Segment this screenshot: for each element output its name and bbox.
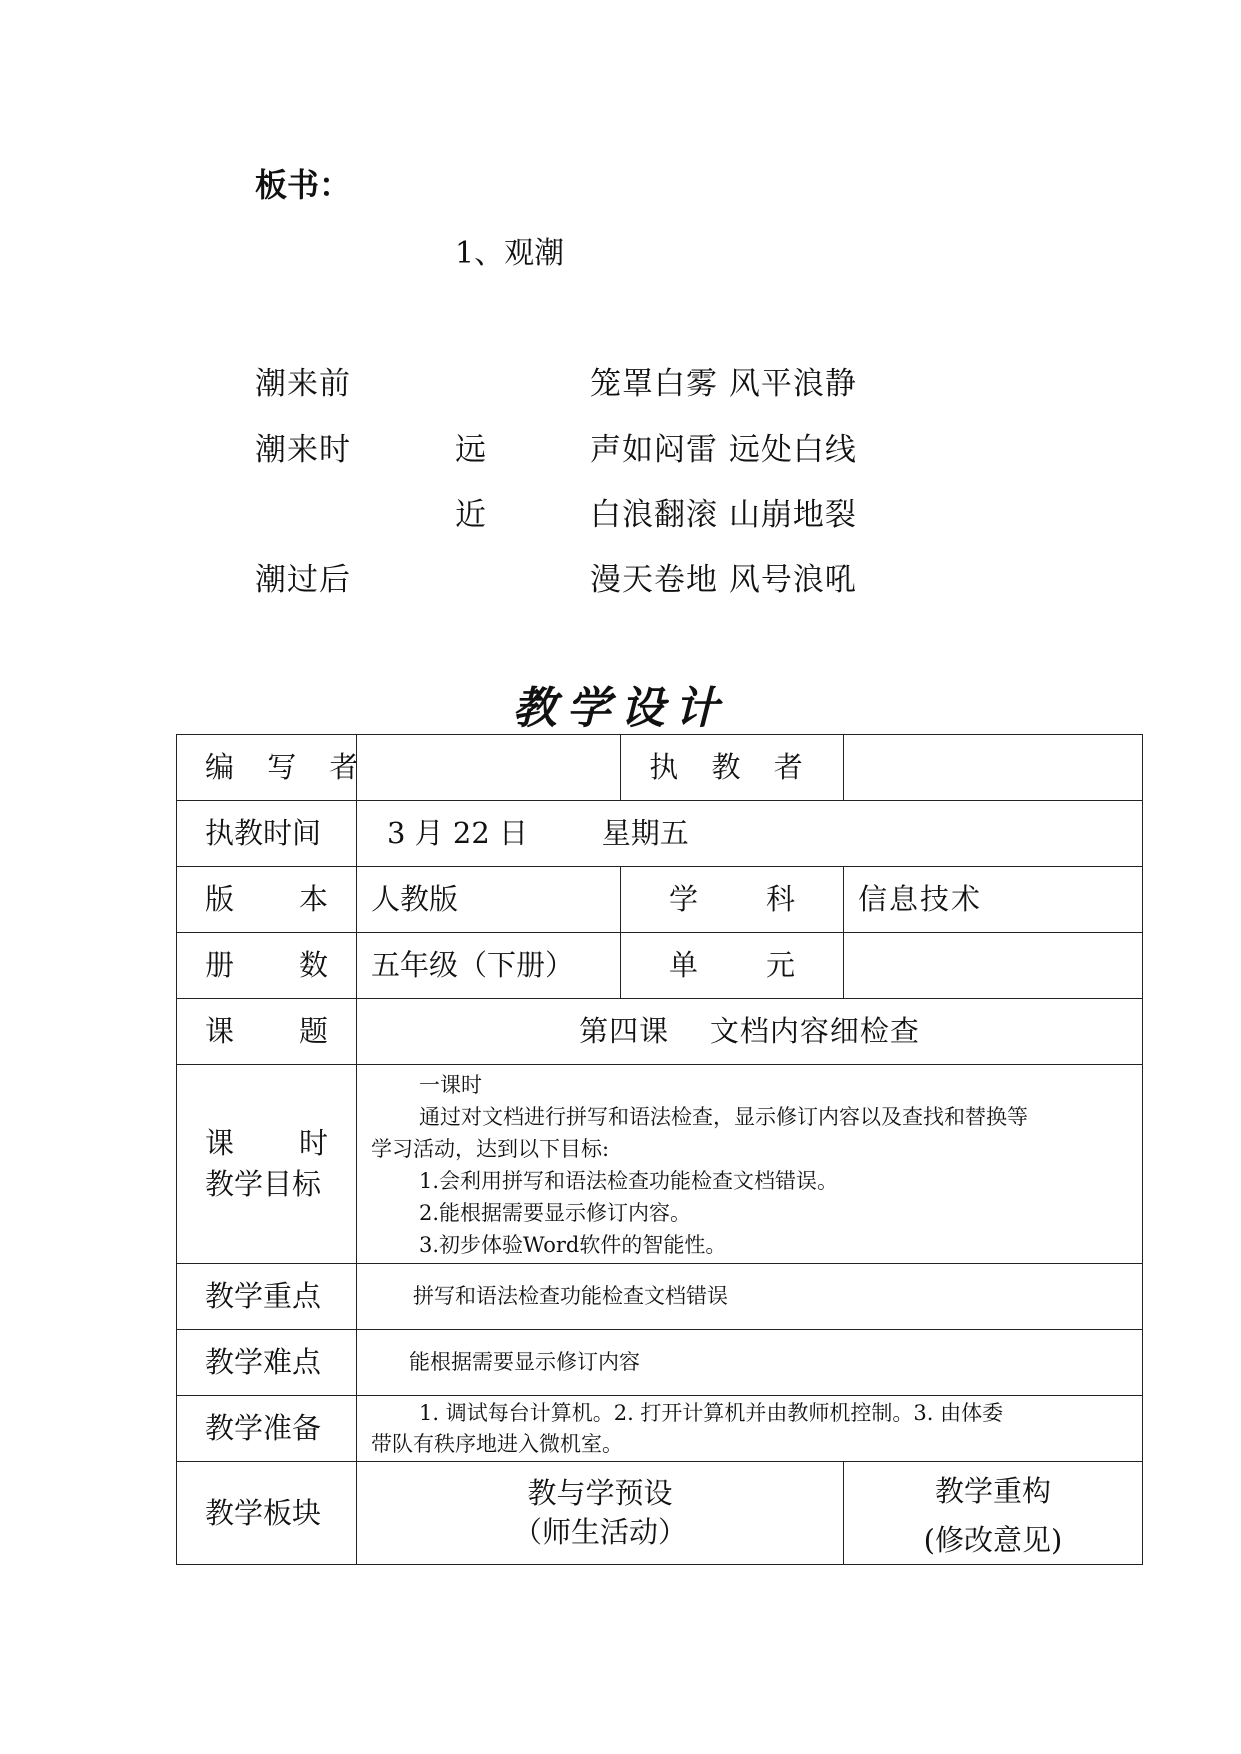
prep-line-2: 带队有秩序地进入微机室。: [371, 1431, 623, 1456]
unit-label-a: 单: [669, 948, 699, 983]
board-stage-2: 潮来时: [255, 432, 351, 468]
board-phrases-4: 漫天卷地 风号浪吼: [590, 562, 857, 598]
row-author: [177, 735, 1143, 801]
preset-line-1: 教与学预设: [527, 1476, 673, 1511]
key-value: 拼写和语法检查功能检查文档错误: [357, 1264, 1143, 1330]
difficulty-label: 教学难点: [177, 1330, 357, 1396]
subject-label: [621, 867, 844, 933]
subject-value: 信息技术: [844, 867, 1143, 933]
prep-label: 教学准备: [177, 1396, 357, 1462]
author-label: 编 写 者: [177, 735, 357, 801]
edition-label-a: 版: [205, 882, 235, 917]
volume-label-a: 册: [205, 948, 235, 983]
edition-value: 人教版: [357, 867, 621, 933]
goals-item-1: 1.会利用拼写和语法检查功能检查文档错误。: [419, 1169, 839, 1193]
goals-intro: 通过对文档进行拼写和语法检查，显示修订内容以及查找和替换等: [419, 1105, 1028, 1129]
prep-content: [357, 1396, 1143, 1462]
time-value: 3 月 22 日 星期五: [357, 801, 1143, 867]
preset-header: [357, 1462, 844, 1565]
goals-item-2: 2.能根据需要显示修订内容。: [419, 1201, 692, 1225]
board-phrases-2: 声如闷雷 远处白线: [590, 432, 857, 468]
board-stage-1: 潮来前: [255, 366, 351, 402]
volume-label-b: 数: [298, 948, 328, 983]
teacher-value: [844, 735, 1143, 801]
design-title: 教学设计: [512, 683, 729, 734]
goals-item-3: 3.初步体验Word软件的智能性。: [419, 1233, 727, 1257]
topic-label: [177, 999, 357, 1065]
goals-label-b: 时: [298, 1126, 328, 1161]
topic-label-b: 题: [298, 1014, 328, 1049]
subject-label-b: 科: [765, 882, 795, 917]
unit-label: [621, 933, 844, 999]
rebuild-line-1: 教学重构: [934, 1474, 1051, 1508]
teacher-label: 执 教 者: [621, 735, 844, 801]
goals-intro-cont: 学习活动，达到以下目标:: [371, 1137, 610, 1161]
edition-label-b: 本: [298, 882, 328, 917]
board-phrases-1: 笼罩白雾 风平浪静: [590, 366, 857, 402]
author-value: [357, 735, 621, 801]
board-phrases-3: 白浪翻滚 山崩地裂: [590, 497, 857, 533]
block-label: 教学板块: [177, 1462, 357, 1565]
board-lesson-title: 1、观潮: [455, 236, 565, 271]
subject-label-a: 学: [669, 882, 699, 917]
time-label: 执教时间: [177, 801, 357, 867]
board-distance-near: 近: [455, 497, 487, 533]
goals-label: [177, 1065, 357, 1264]
lesson-plan-table: [176, 734, 1143, 1565]
row-edition: [177, 867, 1143, 933]
topic-value: 第四课 文档内容细检查: [357, 999, 1143, 1065]
volume-value: 五年级（下册）: [357, 933, 621, 999]
board-distance-far: 远: [455, 432, 487, 468]
row-time: [177, 801, 1143, 867]
board-stage-4: 潮过后: [255, 562, 351, 598]
row-difficulty: [177, 1330, 1143, 1396]
difficulty-value: 能根据需要显示修订内容: [357, 1330, 1143, 1396]
unit-value: [844, 933, 1143, 999]
unit-label-b: 元: [765, 948, 795, 983]
volume-label: [177, 933, 357, 999]
rebuild-line-2: (修改意见): [923, 1522, 1063, 1557]
row-key-point: [177, 1264, 1143, 1330]
rebuild-header: [844, 1462, 1143, 1565]
topic-label-a: 课: [205, 1014, 235, 1049]
row-topic: [177, 999, 1143, 1065]
board-heading: 板书：: [255, 166, 352, 204]
edition-label: [177, 867, 357, 933]
row-blocks: [177, 1462, 1143, 1565]
row-goals: [177, 1065, 1143, 1264]
goals-content: [357, 1065, 1143, 1264]
prep-line-1: 1. 调试每台计算机。2. 打开计算机并由教师机控制。3. 由体委: [419, 1400, 1004, 1425]
key-label: 教学重点: [177, 1264, 357, 1330]
row-volume: [177, 933, 1143, 999]
preset-line-2: （师生活动）: [512, 1515, 687, 1549]
row-preparation: [177, 1396, 1143, 1462]
goals-period: 一课时: [419, 1073, 482, 1097]
goals-label-a: 课: [205, 1126, 235, 1161]
goals-label-c: 教学目标: [205, 1167, 322, 1201]
